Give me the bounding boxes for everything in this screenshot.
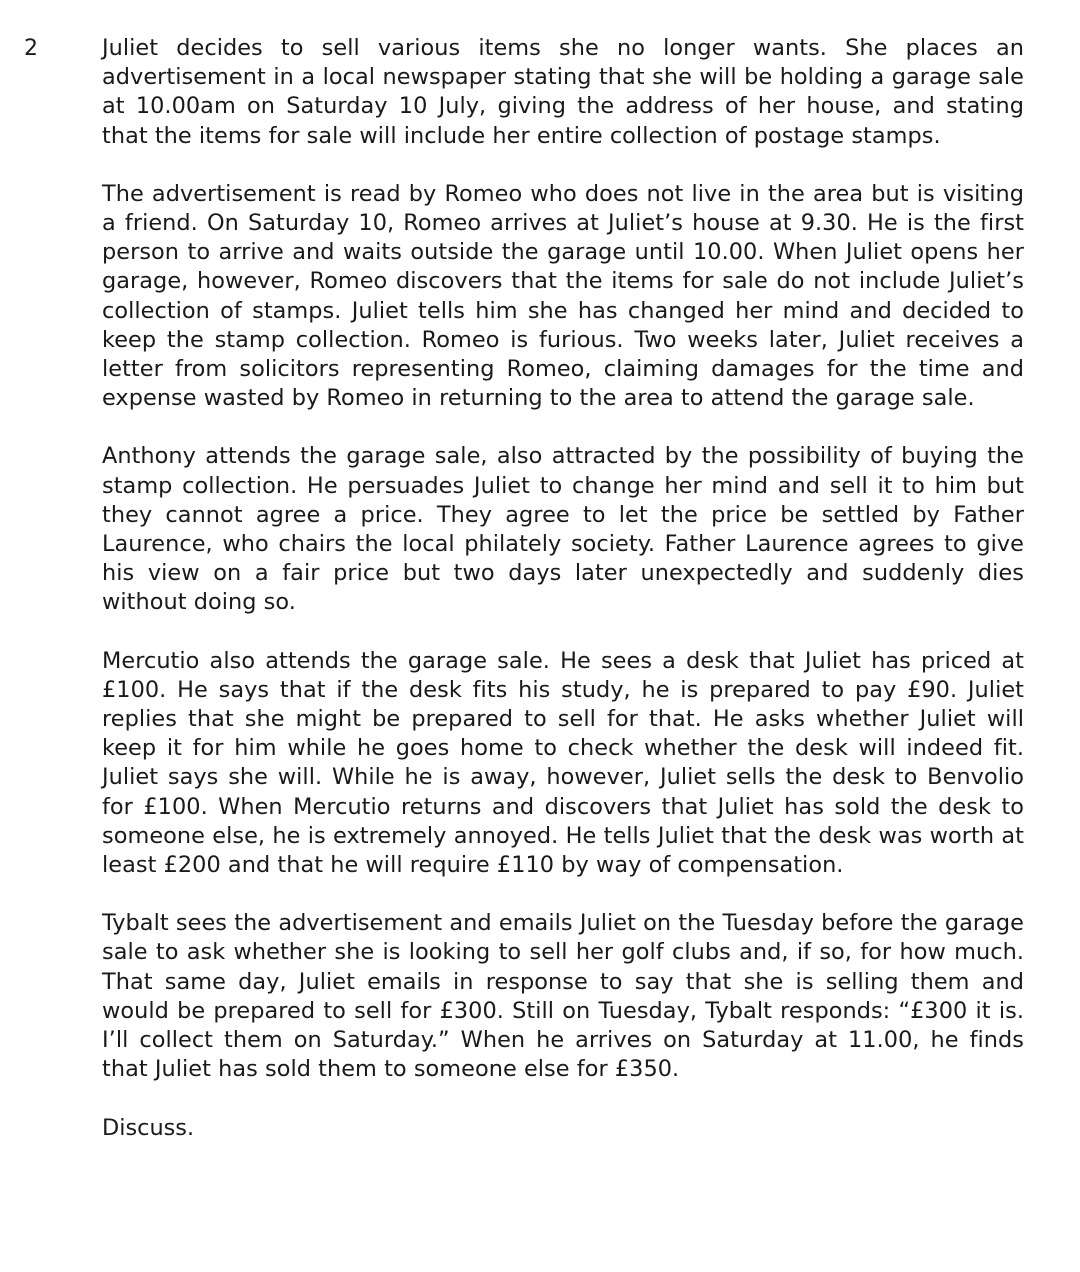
question-instruction: Discuss.: [102, 1114, 195, 1141]
paragraph-mercutio: Mercutio also attends the garage sale. He sees a desk that Juliet has priced at £100. He says that if the desk fits his study, he is prepared to pay £90. Juliet replies that she might be prepared to sell for that. He asks whether Juliet will keep it for him while he goes home to check whether the desk will indeed fit. Juliet says she will. While he is away, however, Juliet sells the desk to Benvolio for £100. When Mercutio returns and discovers that Juliet has sold the desk to someone else, he is extremely annoyed. He tells Juliet that the desk was worth at least £200 and that he will require £110 by way of compensation.: [102, 647, 1024, 879]
paragraph-anthony: Anthony attends the garage sale, also attracted by the possibility of buying the stamp collection. He persuades Juliet to change her mind and sell it to him but they cannot agree a price. They agree to let the price be settled by Father Laurence, who chairs the local philately society. Father Laurence agrees to give his view on a fair price but two days later unexpectedly and suddenly dies without doing so.: [102, 443, 1024, 616]
paragraph-romeo: The advertisement is read by Romeo who does not live in the area but is visiting a friend. On Saturday 10, Romeo arrives at Juliet’s house at 9.30. He is the first person to arrive and waits outside the garage until 10.00. When Juliet opens her garage, however, Romeo discovers that the items for sale do not include Juliet’s collection of stamps. Juliet tells him she has changed her mind and decided to keep the stamp collection. Romeo is furious. Two weeks later, Juliet receives a letter from solicitors representing Romeo, claiming damages for the time and expense wasted by Romeo in returning to the area to attend the garage sale.: [102, 180, 1024, 412]
paragraph-advertisement: Juliet decides to sell various items she no longer wants. She places an advertisement in a local newspaper stating that she will be holding a garage sale at 10.00am on Saturday 10 July, giving the address of her house, and stating that the items for sale will include her entire collection of postage stamps.: [102, 35, 1024, 149]
paragraph-tybalt: Tybalt sees the advertisement and emails Juliet on the Tuesday before the garage sale to ask whether she is looking to sell her golf clubs and, if so, for how much. That same day, Juliet emails in response to say that she is selling them and would be prepared to sell for £300. Still on Tuesday, Tybalt responds: “£300 it is. I’ll collect them on Saturday.” When he arrives on Saturday at 11.00, he finds that Juliet has sold them to someone else for £350.: [102, 910, 1024, 1083]
question-number: 2: [24, 36, 38, 61]
question-body: [102, 34, 1024, 1143]
